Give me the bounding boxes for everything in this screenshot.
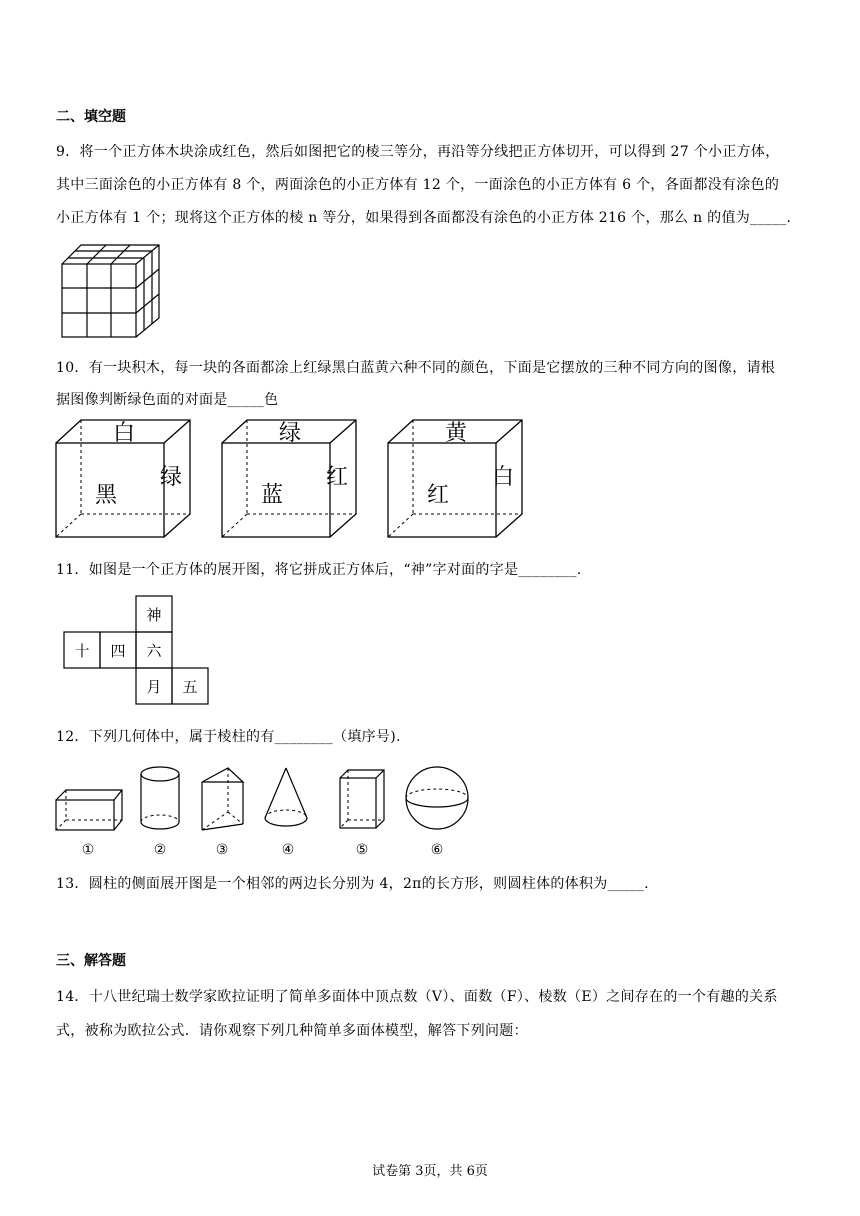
q10-cube-2-top-label: 绿 [278, 421, 302, 446]
q9-line-2: 其中三面涂色的小正方体有 8 个，两面涂色的小正方体有 12 个，一面涂色的小正方体有 6 个，各面都没有涂色的 [56, 177, 780, 193]
solid-4-cone [265, 768, 307, 826]
net-cell-r2c4: 五 [182, 678, 198, 696]
solid-6-label: ⑥ [430, 842, 444, 858]
q10-cube-1-top-label: 白 [112, 421, 136, 446]
q10-line-1: 10．有一块积木，每一块的各面都涂上红绿黑白蓝黄六种不同的颜色，下面是它摆放的三种不同方向的图像，请根 [56, 360, 776, 376]
q11-cube-net [60, 594, 210, 706]
solid-6-sphere [406, 767, 468, 829]
solid-5-square-prism [340, 770, 384, 828]
net-cell-r1c1: 十 [74, 642, 90, 660]
q10-cube-1 [54, 418, 194, 540]
q10-cube-3 [386, 418, 526, 540]
net-cell-r1c3: 六 [146, 642, 162, 660]
q10-cube-3-front-label: 红 [426, 483, 450, 508]
q10-cube-2 [220, 418, 360, 540]
q9-line-3: 小正方体有 1 个；现将这个正方体的棱 n 等分，如果得到各面都没有涂色的小正方体 216 个，那么 n 的值为_____. [56, 210, 792, 226]
q12-text: 12．下列几何体中，属于棱柱的有________（填序号). [56, 729, 401, 745]
solid-5-label: ⑤ [355, 842, 369, 858]
net-cell-r2c3: 月 [146, 678, 162, 696]
net-cell-top: 神 [146, 606, 162, 624]
solid-1-cuboid [56, 790, 122, 830]
q14-line-2: 式，被称为欧拉公式．请你观察下列几种简单多面体模型，解答下列问题： [56, 1023, 528, 1039]
solid-2-label: ② [153, 842, 167, 858]
q12-solids-figure [50, 762, 480, 860]
q9-line-1: 9．将一个正方体木块涂成红色，然后如图把它的棱三等分，再沿等分线把正方体切开，可以得到 27 个小正方体， [56, 144, 780, 160]
section-title-solve: 三、解答题 [56, 953, 126, 969]
page-footer: 试卷第 3页，共 6页 [372, 1164, 488, 1179]
q10-cube-3-top-label: 黄 [444, 421, 468, 446]
q10-cube-3-right-label: 白 [491, 465, 515, 490]
solid-2-cylinder [141, 767, 179, 829]
solid-3-triangular-prism [202, 768, 243, 830]
solid-4-label: ④ [281, 842, 295, 858]
q10-cube-1-front-label: 黑 [94, 483, 118, 508]
q10-cube-2-front-label: 蓝 [260, 483, 284, 508]
net-cell-r1c2: 四 [110, 642, 126, 660]
q13-text: 13．圆柱的侧面展开图是一个相邻的两边长分别为 4，2π的长方形，则圆柱体的体积为_____. [56, 876, 649, 892]
q10-line-2: 据图像判断绿色面的对面是_____色 [56, 392, 279, 408]
solid-3-label: ③ [215, 842, 229, 858]
q9-cube-figure [60, 243, 162, 339]
solid-1-label: ① [81, 842, 95, 858]
q10-cube-1-right-label: 绿 [159, 465, 183, 490]
q11-text: 11．如图是一个正方体的展开图，将它拼成正方体后，“神”字对面的字是________. [56, 562, 582, 578]
section-title-fill-in: 二、填空题 [56, 109, 126, 125]
q14-line-1: 14．十八世纪瑞士数学家欧拉证明了简单多面体中顶点数（V）、面数（F）、棱数（E）之间存在的一个有趣的关系 [56, 989, 778, 1005]
q10-cube-2-right-label: 红 [325, 465, 349, 490]
